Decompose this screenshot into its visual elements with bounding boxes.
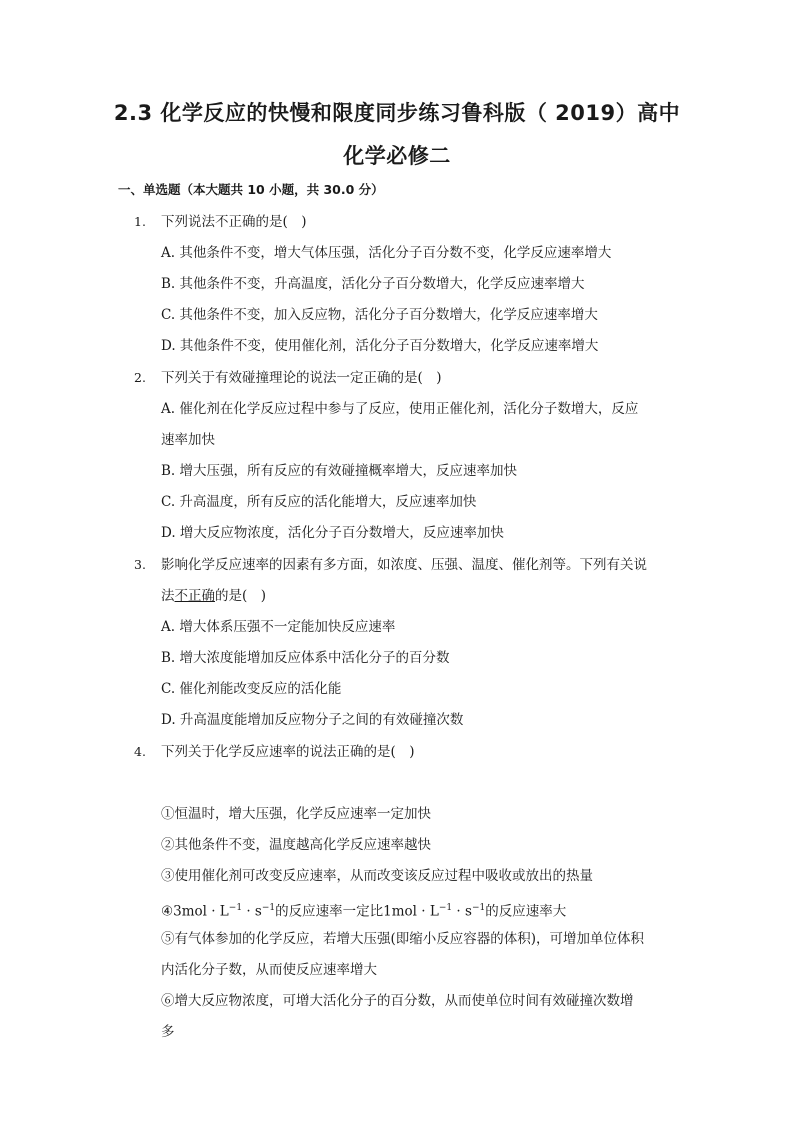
question-2-option-a: A. 催化剂在化学反应过程中参与了反应，使用正催化剂，活化分子数增大，反应 <box>161 401 639 417</box>
question-2-option-c: C. 升高温度，所有反应的活化能增大，反应速率加快 <box>161 494 477 510</box>
question-1-option-d: D. 其他条件不变，使用催化剂，活化分子百分数增大，化学反应速率增大 <box>161 338 599 354</box>
question-2-stem: 下列关于有效碰撞理论的说法一定正确的是( ) <box>161 370 442 386</box>
question-2-option-a-cont: 速率加快 <box>161 432 215 448</box>
question-3-number: 3. <box>134 557 146 572</box>
question-1-number: 1. <box>134 214 146 229</box>
question-4-item-5-cont: 内活化分子数，从而使反应速率增大 <box>161 962 377 978</box>
question-4-item-5: ⑤有气体参加的化学反应，若增大压强(即缩小反应容器的体积)，可增加单位体积 <box>161 931 645 947</box>
question-4-stem: 下列关于化学反应速率的说法正确的是( ) <box>161 744 415 760</box>
question-3-option-b: B. 增大浓度能增加反应体系中活化分子的百分数 <box>161 650 450 666</box>
question-3-stem-post: 的是( ) <box>215 588 267 604</box>
question-2-option-d: D. 增大反应物浓度，活化分子百分数增大，反应速率加快 <box>161 525 504 541</box>
item-4-sup-2: −1 <box>261 903 276 913</box>
question-3-stem: 影响化学反应速率的因素有多方面，如浓度、压强、温度、催化剂等。下列有关说 <box>161 557 647 573</box>
question-3-stem-cont <box>161 587 266 605</box>
item-4-sup-3: −1 <box>438 903 453 913</box>
document-title-line-1: 2.3 化学反应的快慢和限度同步练习鲁科版（ 2019）高中 <box>113 101 681 125</box>
question-3-stem-underlined: 不正确 <box>174 588 215 604</box>
section-heading: 一、单选题（本大题共 10 小题，共 30.0 分） <box>118 182 384 197</box>
question-4-number: 4. <box>134 744 146 759</box>
question-4-item-4 <box>161 899 566 921</box>
question-2-number: 2. <box>134 370 146 385</box>
question-1-option-c: C. 其他条件不变，加入反应物，活化分子百分数增大，化学反应速率增大 <box>161 307 598 323</box>
question-1-stem: 下列说法不正确的是( ) <box>161 214 307 230</box>
document-title-line-2: 化学必修二 <box>343 144 451 168</box>
item-4-part-d: · s <box>452 903 472 920</box>
question-2-option-b: B. 增大压强，所有反应的有效碰撞概率增大，反应速率加快 <box>161 463 518 479</box>
question-4-item-6-cont: 多 <box>161 1024 175 1040</box>
item-4-part-a: ④3mol · L <box>161 903 229 920</box>
question-1-option-b: B. 其他条件不变，升高温度，活化分子百分数增大，化学反应速率增大 <box>161 276 585 292</box>
item-4-part-e: 的反应速率大 <box>485 903 567 920</box>
question-3-stem-pre: 法 <box>161 588 175 604</box>
item-4-part-b: · s <box>242 903 262 920</box>
question-3-option-d: D. 升高温度能增加反应物分子之间的有效碰撞次数 <box>161 712 464 728</box>
question-1-option-a: A. 其他条件不变，增大气体压强，活化分子百分数不变，化学反应速率增大 <box>161 245 612 261</box>
question-4-item-6: ⑥增大反应物浓度，可增大活化分子的百分数，从而使单位时间有效碰撞次数增 <box>161 993 634 1009</box>
item-4-part-c: 的反应速率一定比1mol · L <box>275 903 439 920</box>
item-4-sup-4: −1 <box>471 903 486 913</box>
question-3-option-c: C. 催化剂能改变反应的活化能 <box>161 681 342 697</box>
question-4-item-2: ②其他条件不变，温度越高化学反应速率越快 <box>161 837 431 853</box>
item-4-sup-1: −1 <box>228 903 243 913</box>
question-3-option-a: A. 增大体系压强不一定能加快反应速率 <box>161 619 396 635</box>
question-4-item-1: ①恒温时，增大压强，化学反应速率一定加快 <box>161 806 431 822</box>
question-4-item-3: ③使用催化剂可改变反应速率，从而改变该反应过程中吸收或放出的热量 <box>161 868 593 884</box>
